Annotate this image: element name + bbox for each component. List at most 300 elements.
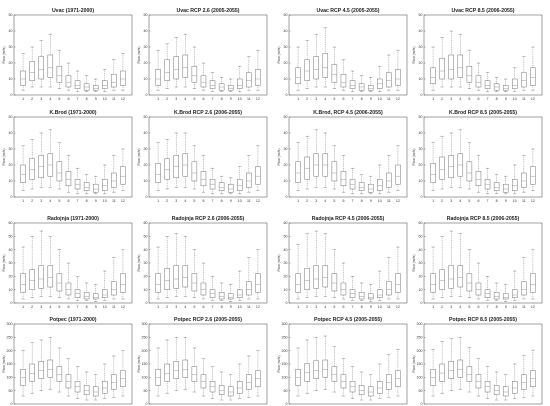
y-tick-label: 0 [420, 402, 423, 406]
x-tick-label: 8 [495, 305, 498, 309]
chart-panel [412, 317, 542, 406]
x-tick-label: 6 [477, 305, 480, 309]
y-axis-label: Flow (m³/s) [137, 355, 141, 373]
x-tick-label: 6 [202, 97, 205, 101]
y-tick-label: 0 [420, 301, 423, 306]
box-iqr [359, 292, 364, 299]
y-tick-label: 300 [141, 322, 148, 327]
y-axis-label: Flow (m³/s) [412, 355, 416, 373]
x-tick-label: 8 [360, 199, 363, 203]
box-month-2 [440, 136, 445, 189]
box-month-5 [467, 143, 472, 189]
x-tick-label: 8 [220, 305, 223, 309]
box-iqr [341, 74, 346, 87]
box-iqr [183, 266, 188, 287]
x-tick-label: 5 [333, 199, 336, 203]
chart-panel [277, 110, 407, 203]
x-tick-label: 8 [220, 97, 223, 101]
box-month-4 [48, 236, 53, 296]
chart-panel [412, 110, 542, 203]
box-iqr [503, 294, 508, 299]
box-month-10 [237, 66, 242, 92]
y-axis-label: Flow (m³/s) [2, 254, 6, 272]
x-tick-label: 10 [512, 199, 517, 203]
box-iqr [476, 76, 481, 87]
box-month-11 [521, 155, 526, 192]
x-tick-label: 11 [386, 97, 391, 101]
box-month-7 [485, 73, 490, 92]
x-tick-label: 9 [229, 199, 232, 203]
box-iqr [66, 171, 71, 185]
box-month-5 [332, 347, 337, 392]
y-tick-label: 40 [8, 247, 13, 252]
y-tick-label: 150 [141, 362, 148, 367]
box-iqr [57, 274, 62, 291]
y-tick-label: 20 [418, 163, 423, 168]
box-iqr [431, 274, 436, 293]
box-iqr [305, 268, 310, 289]
y-tick-label: 10 [143, 179, 148, 184]
y-axis-label: Flow (m³/s) [2, 355, 6, 373]
y-axis-label: Flow (m³/s) [277, 46, 281, 64]
box-month-5 [332, 47, 337, 89]
x-tick-label: 10 [512, 305, 517, 309]
box-iqr [66, 283, 71, 295]
box-iqr [237, 79, 242, 89]
y-tick-label: 40 [8, 29, 13, 34]
box-month-6 [341, 359, 346, 396]
x-tick-label: 5 [58, 305, 61, 309]
box-month-4 [458, 34, 463, 87]
box-month-12 [255, 250, 260, 299]
box-month-7 [75, 168, 80, 194]
y-tick-label: 100 [6, 375, 13, 380]
box-iqr [449, 55, 454, 79]
box-month-12 [255, 50, 260, 90]
x-tick-label: 1 [432, 305, 435, 309]
box-month-8 [494, 283, 499, 300]
box-month-1 [296, 47, 301, 90]
box-iqr [30, 364, 35, 381]
x-tick-label: 11 [246, 305, 251, 309]
x-tick-label: 2 [31, 97, 34, 101]
box-iqr [314, 57, 319, 79]
y-tick-label: 0 [285, 195, 288, 200]
y-tick-label: 20 [143, 61, 148, 66]
y-tick-label: 30 [8, 147, 13, 152]
box-iqr [314, 361, 319, 379]
box-month-9 [228, 284, 233, 301]
box-month-7 [210, 168, 215, 194]
box-month-7 [75, 71, 80, 92]
x-tick-label: 4 [184, 97, 187, 101]
box-iqr [201, 283, 206, 295]
box-iqr [458, 266, 463, 287]
x-tick-label: 11 [386, 199, 391, 203]
box-iqr [156, 163, 161, 182]
x-tick-label: 12 [120, 305, 125, 309]
x-tick-label: 6 [202, 199, 205, 203]
y-tick-label: 250 [6, 335, 13, 340]
box-month-9 [93, 79, 98, 92]
box-iqr [296, 68, 301, 84]
y-tick-label: 40 [418, 131, 423, 136]
box-month-11 [111, 356, 116, 397]
x-tick-label: 2 [166, 305, 169, 309]
box-iqr [395, 274, 400, 293]
box-month-7 [75, 276, 80, 300]
box-month-11 [246, 57, 251, 91]
box-month-11 [386, 55, 391, 90]
box-iqr [93, 184, 98, 192]
box-month-8 [494, 175, 499, 194]
y-tick-label: 10 [283, 77, 288, 82]
box-month-10 [377, 271, 382, 300]
box-month-3 [174, 37, 179, 87]
y-tick-label: 50 [418, 13, 423, 18]
box-month-3 [39, 231, 44, 296]
box-iqr [359, 183, 364, 191]
box-month-11 [386, 155, 391, 192]
x-tick-label: 12 [255, 305, 260, 309]
box-month-5 [192, 146, 197, 189]
y-tick-label: 300 [416, 322, 423, 327]
x-tick-label: 12 [530, 199, 535, 203]
box-month-8 [219, 372, 224, 400]
box-iqr [102, 81, 107, 89]
x-tick-label: 5 [333, 97, 336, 101]
x-tick-label: 4 [459, 97, 462, 101]
box-month-8 [359, 175, 364, 194]
box-month-2 [30, 47, 35, 87]
box-iqr [201, 76, 206, 87]
box-iqr [395, 165, 400, 184]
box-month-9 [503, 284, 508, 301]
y-tick-label: 200 [6, 348, 13, 353]
box-month-3 [314, 130, 319, 188]
box-iqr [48, 55, 53, 77]
y-tick-label: 0 [10, 301, 13, 306]
x-tick-label: 9 [369, 305, 372, 309]
x-tick-label: 10 [102, 199, 107, 203]
y-tick-label: 0 [420, 93, 423, 98]
box-month-9 [93, 284, 98, 301]
box-month-8 [359, 283, 364, 300]
x-tick-label: 1 [22, 97, 25, 101]
box-month-5 [467, 347, 472, 392]
x-tick-label: 1 [432, 97, 435, 101]
x-tick-label: 7 [211, 305, 214, 309]
box-iqr [314, 266, 319, 289]
x-tick-label: 8 [220, 199, 223, 203]
box-iqr [57, 367, 62, 382]
x-tick-label: 3 [175, 97, 178, 101]
box-iqr [440, 157, 445, 179]
box-month-12 [395, 146, 400, 191]
box-iqr [30, 159, 35, 180]
x-tick-label: 8 [495, 97, 498, 101]
x-tick-label: 3 [40, 305, 43, 309]
x-tick-label: 1 [22, 305, 25, 309]
box-month-6 [201, 63, 206, 90]
x-tick-label: 10 [237, 199, 242, 203]
box-iqr [440, 58, 445, 79]
x-tick-label: 2 [441, 305, 444, 309]
x-tick-label: 12 [395, 97, 400, 101]
y-tick-label: 40 [8, 131, 13, 136]
x-tick-label: 4 [184, 305, 187, 309]
chart-title: Uvac RCP 4.5 (2005-2055) [316, 8, 380, 14]
chart-panel [412, 8, 542, 101]
box-month-2 [30, 236, 35, 297]
box-month-12 [530, 250, 535, 299]
box-iqr [458, 55, 463, 77]
x-tick-label: 12 [530, 97, 535, 101]
box-month-1 [431, 247, 436, 299]
x-tick-label: 3 [315, 97, 318, 101]
box-iqr [467, 367, 472, 382]
chart-title: Radojnja RCP 2.6 (2006-2055) [171, 216, 245, 222]
y-axis-label: Flow (m³/s) [412, 46, 416, 64]
box-month-12 [120, 351, 125, 396]
box-month-4 [183, 337, 188, 389]
x-tick-label: 2 [306, 199, 309, 203]
box-iqr [494, 292, 499, 299]
y-tick-label: 50 [418, 388, 423, 393]
box-iqr [174, 361, 179, 378]
box-month-10 [377, 364, 382, 399]
x-tick-label: 9 [229, 97, 232, 101]
box-iqr [237, 179, 242, 190]
y-tick-label: 30 [8, 261, 13, 266]
box-month-2 [165, 44, 170, 89]
y-axis-label: Flow (m³/s) [277, 148, 281, 166]
y-axis-label: Flow (m³/s) [2, 46, 6, 64]
box-iqr [530, 274, 535, 293]
box-iqr [246, 173, 251, 187]
box-iqr [476, 171, 481, 185]
y-tick-label: 40 [418, 247, 423, 252]
box-month-2 [305, 41, 310, 89]
x-tick-label: 6 [477, 97, 480, 101]
box-month-4 [183, 34, 188, 87]
box-iqr [395, 69, 400, 85]
chart-title: Potpec RCP 2.6 (2005-2055) [174, 317, 242, 323]
y-tick-label: 50 [143, 234, 148, 239]
box-iqr [219, 183, 224, 191]
box-iqr [368, 85, 373, 90]
box-month-12 [395, 50, 400, 90]
box-month-11 [521, 57, 526, 91]
x-tick-label: 9 [504, 199, 507, 203]
box-month-12 [255, 351, 260, 396]
x-tick-label: 1 [22, 199, 25, 203]
box-month-9 [93, 176, 98, 194]
box-month-6 [201, 359, 206, 396]
box-month-1 [156, 50, 161, 90]
box-iqr [228, 85, 233, 90]
box-month-11 [111, 60, 116, 90]
box-iqr [323, 53, 328, 77]
box-iqr [165, 364, 170, 381]
x-tick-label: 5 [193, 97, 196, 101]
y-tick-label: 60 [283, 221, 288, 226]
y-tick-label: 30 [8, 45, 13, 50]
x-tick-label: 11 [521, 199, 526, 203]
y-tick-label: 10 [283, 179, 288, 184]
box-iqr [386, 173, 391, 187]
x-tick-label: 4 [184, 199, 187, 203]
x-tick-label: 3 [315, 199, 318, 203]
box-iqr [165, 159, 170, 180]
box-iqr [440, 364, 445, 381]
x-tick-label: 7 [211, 97, 214, 101]
box-month-11 [521, 355, 526, 397]
box-month-10 [512, 165, 517, 194]
box-iqr [332, 162, 337, 181]
chart-panel [2, 216, 132, 309]
box-iqr [368, 387, 373, 396]
box-month-7 [350, 276, 355, 300]
box-iqr [332, 367, 337, 382]
box-month-4 [458, 234, 463, 297]
x-tick-label: 10 [512, 97, 517, 101]
box-month-1 [296, 348, 301, 396]
box-iqr [111, 173, 116, 187]
y-tick-label: 60 [143, 221, 148, 226]
chart-panel [277, 317, 407, 406]
box-iqr [332, 274, 337, 291]
y-tick-label: 200 [141, 348, 148, 353]
y-axis-label: Flow (m³/s) [277, 254, 281, 272]
box-iqr [431, 163, 436, 182]
x-tick-label: 12 [530, 305, 535, 309]
x-tick-label: 5 [193, 199, 196, 203]
y-axis-label: Flow (m³/s) [277, 355, 281, 373]
y-tick-label: 20 [8, 61, 13, 66]
box-iqr [93, 85, 98, 90]
y-tick-label: 50 [8, 234, 13, 239]
y-tick-label: 0 [145, 195, 148, 200]
x-tick-label: 4 [49, 97, 52, 101]
chart-panel [137, 8, 267, 101]
box-iqr [246, 375, 251, 390]
x-tick-label: 8 [360, 305, 363, 309]
box-iqr [521, 282, 526, 295]
box-iqr [350, 81, 355, 89]
box-month-10 [102, 364, 107, 399]
box-iqr [512, 290, 517, 298]
box-iqr [305, 60, 310, 81]
x-tick-label: 9 [94, 97, 97, 101]
box-month-7 [210, 367, 215, 399]
x-tick-label: 1 [157, 97, 160, 101]
box-month-9 [228, 375, 233, 400]
box-iqr [368, 294, 373, 299]
y-tick-label: 250 [141, 335, 148, 340]
y-tick-label: 50 [143, 115, 148, 120]
y-tick-label: 30 [418, 261, 423, 266]
box-iqr [467, 162, 472, 181]
box-month-6 [66, 263, 71, 299]
box-iqr [341, 283, 346, 295]
y-tick-label: 20 [418, 274, 423, 279]
box-month-7 [350, 71, 355, 92]
y-tick-label: 50 [143, 13, 148, 18]
box-iqr [386, 375, 391, 390]
chart-title: Uvac RCP 8.5 (2006-2055) [451, 8, 515, 14]
box-month-8 [219, 176, 224, 194]
box-month-6 [476, 359, 481, 396]
x-tick-label: 10 [377, 97, 382, 101]
box-month-9 [503, 375, 508, 400]
y-tick-label: 50 [143, 388, 148, 393]
x-tick-label: 5 [193, 305, 196, 309]
box-month-12 [530, 149, 535, 191]
box-month-2 [165, 139, 170, 189]
y-tick-label: 50 [283, 234, 288, 239]
box-iqr [21, 165, 26, 183]
box-month-6 [201, 155, 206, 192]
y-tick-label: 40 [143, 131, 148, 136]
box-iqr [503, 184, 508, 192]
y-tick-label: 150 [281, 362, 288, 367]
box-iqr [255, 274, 260, 293]
x-tick-label: 7 [486, 199, 489, 203]
x-tick-label: 11 [111, 97, 116, 101]
box-month-6 [341, 60, 346, 90]
box-month-7 [485, 168, 490, 194]
box-iqr [246, 282, 251, 295]
box-month-4 [323, 336, 328, 389]
box-iqr [359, 385, 364, 394]
y-tick-label: 40 [283, 131, 288, 136]
chart-panel [412, 216, 542, 309]
box-month-8 [84, 372, 89, 400]
box-month-5 [467, 250, 472, 298]
box-iqr [93, 294, 98, 299]
y-tick-label: 60 [8, 221, 13, 226]
box-iqr [458, 360, 463, 377]
x-tick-label: 5 [58, 199, 61, 203]
box-month-12 [120, 53, 125, 90]
x-tick-label: 2 [441, 97, 444, 101]
box-month-3 [314, 34, 319, 87]
x-tick-label: 12 [120, 199, 125, 203]
box-month-9 [368, 77, 373, 91]
y-tick-label: 10 [8, 77, 13, 82]
box-month-1 [156, 143, 161, 191]
chart-panel [137, 317, 267, 406]
x-tick-label: 6 [342, 199, 345, 203]
x-tick-label: 10 [377, 199, 382, 203]
chart-panel [137, 216, 267, 309]
box-month-10 [512, 68, 517, 92]
box-month-1 [431, 143, 436, 191]
box-month-4 [323, 234, 328, 297]
box-month-2 [30, 343, 35, 394]
box-iqr [512, 79, 517, 89]
y-tick-label: 20 [143, 274, 148, 279]
box-month-3 [314, 337, 319, 390]
y-tick-label: 20 [283, 61, 288, 66]
x-tick-label: 4 [49, 305, 52, 309]
x-tick-label: 7 [76, 199, 79, 203]
box-month-10 [512, 271, 517, 300]
x-tick-label: 11 [246, 199, 251, 203]
y-tick-label: 20 [8, 163, 13, 168]
box-month-1 [296, 244, 301, 299]
